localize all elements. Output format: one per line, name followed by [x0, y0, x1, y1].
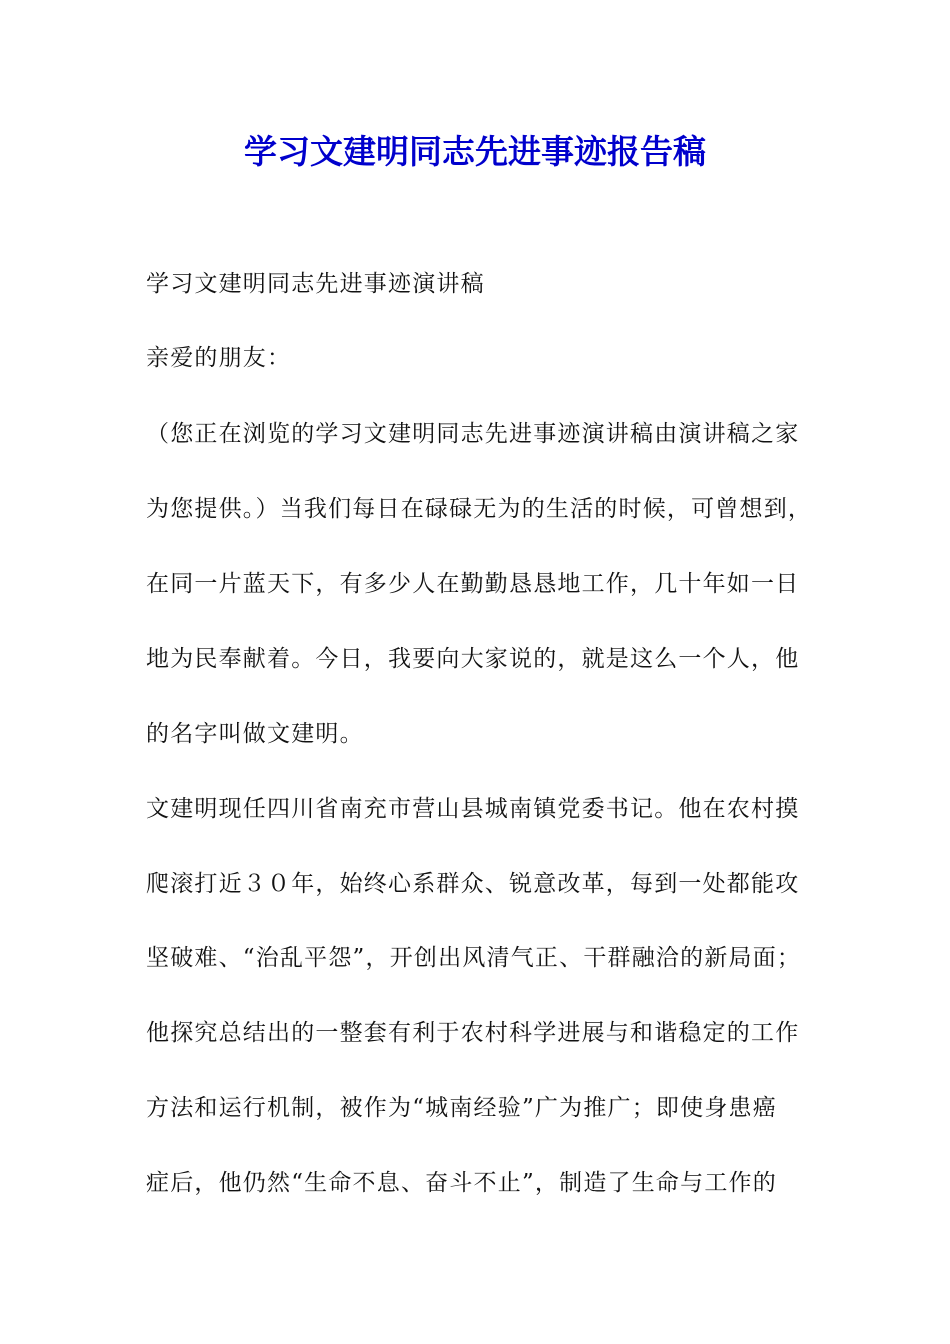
paragraph-line: 方法和运行机制，被作为“城南经验”广为推广；即使身患癌 — [146, 1095, 777, 1121]
paragraph-line: 地为民奉献着。今日，我要向大家说的，就是这么一个人，他 — [146, 646, 800, 672]
paragraph-line: 他探究总结出的一整套有利于农村科学进展与和谐稳定的工作 — [146, 1020, 800, 1046]
paragraph-line: 的名字叫做文建明。 — [146, 721, 364, 747]
paragraph-line: 坚破难、“治乱平怨”，开创出风清气正、干群融洽的新局面； — [146, 945, 802, 971]
paragraph-line: 在同一片蓝天下，有多少人在勤勤恳恳地工作，几十年如一日 — [146, 571, 800, 597]
salutation-line: 亲爱的朋友： — [146, 345, 292, 371]
paragraph-line: （您正在浏览的学习文建明同志先进事迹演讲稿由演讲稿之家 — [146, 421, 800, 447]
paragraph-line: 症后，他仍然“生命不息、奋斗不止”，制造了生命与工作的 — [146, 1170, 777, 1196]
document-title: 学习文建明同志先进事迹报告稿 — [244, 132, 706, 171]
heading-line: 学习文建明同志先进事迹演讲稿 — [146, 271, 485, 297]
paragraph-line: 文建明现任四川省南充市营山县城南镇党委书记。他在农村摸 — [146, 796, 800, 822]
paragraph-line: 为您提供。）当我们每日在碌碌无为的生活的时候，可曾想到， — [146, 496, 813, 522]
paragraph-line: 爬滚打近３０年，始终心系群众、锐意改革，每到一处都能攻 — [146, 871, 800, 897]
